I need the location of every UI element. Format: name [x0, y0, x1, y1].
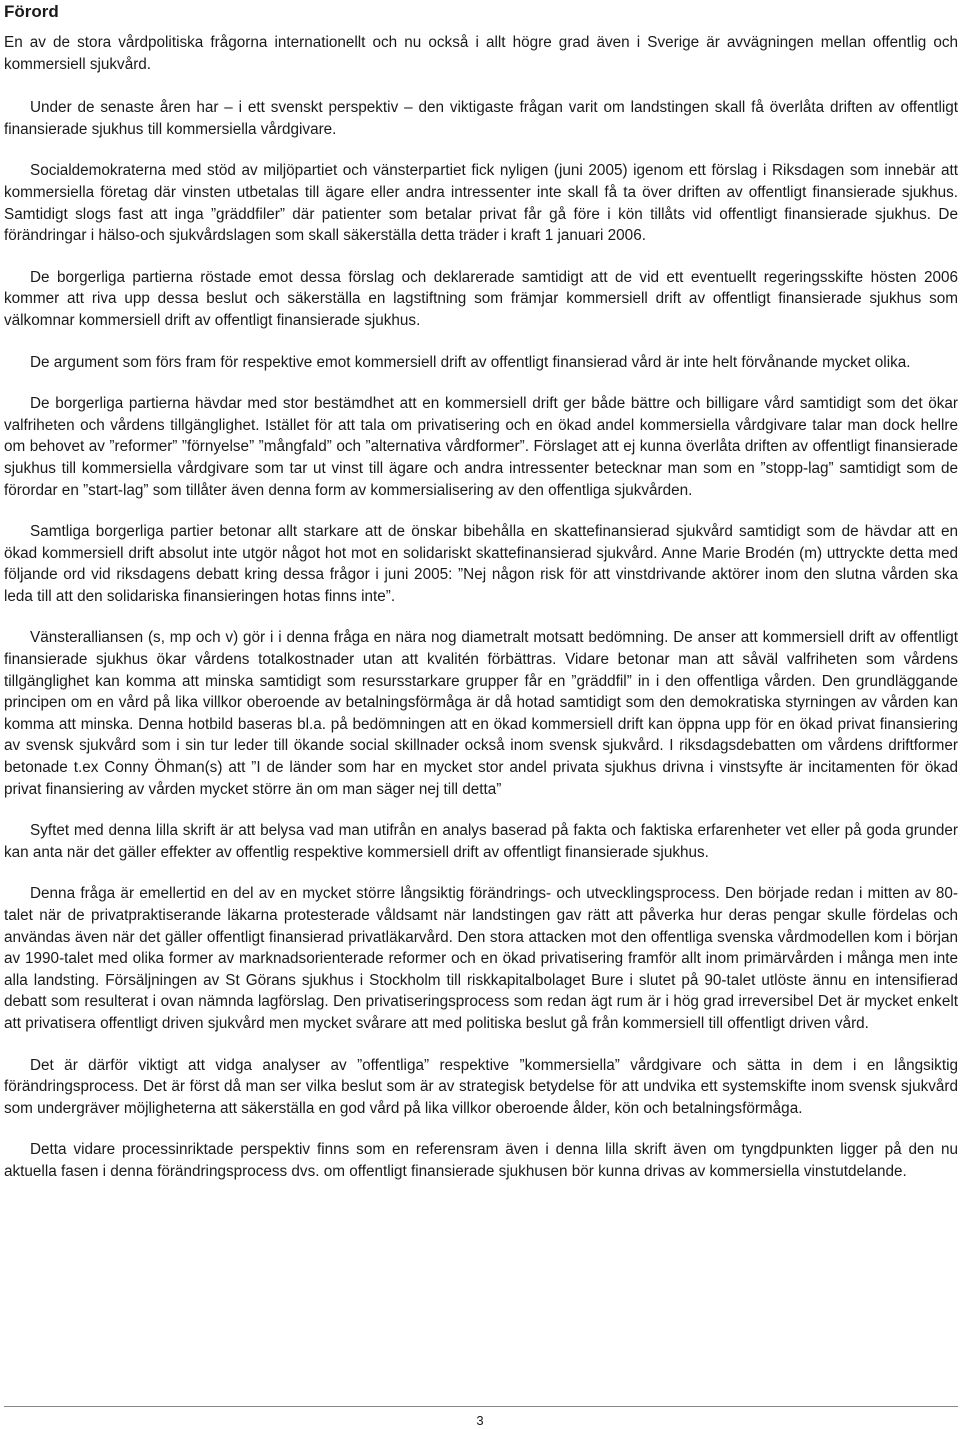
paragraph-intro: En av de stora vårdpolitiska frågorna internationellt och nu också i allt högre grad även i Sverige är avvägningen mellan offentlig och kommersiell sjukvård.: [4, 34, 958, 73]
document-page: [4, 0, 958, 1203]
paragraph-3: Socialdemokraterna med stöd av miljöpartiet och vänsterpartiet fick nyligen (juni 2005) igenom ett förslag i Riksdagen som innebär att kommersiella företag där vinsten utbetalas till ägare eller andra intressenter inte skall få ta över driften av offentligt finansierade sjukhus. Samtidigt slogs fast att inga ”gräddfiler” där patienter som betalar privat får gå före i kön tillåts vid offentligt finansierade sjukhus. De förändringar i hälso-och sjukvårdslagen som skall säkerställa detta träder i kraft 1 januari 2006.: [4, 162, 958, 245]
page-title: Förord: [4, 2, 59, 21]
paragraph-12: Detta vidare processinriktade perspektiv finns som en referensram även i denna lilla skrift även om tyngdpunkten ligger på den nu aktuella fasen i denna förändringsprocess dvs. om offentligt finansierade sjukhusen bör kunna drivas av kommersiella vinstutdelande.: [4, 1141, 958, 1180]
page-number: 3: [476, 1413, 484, 1428]
paragraph-9: Syftet med denna lilla skrift är att belysa vad man utifrån en analys baserad på fakta och faktiska erfarenheter vet eller på goda grunder kan anta när det gäller effekter av offentlig respektive kommersiell drift av offentligt finansierade sjukhus.: [4, 822, 958, 861]
paragraph-5: De argument som förs fram för respektive emot kommersiell drift av offentligt finansierad vård är inte helt förvånande mycket olika.: [30, 353, 911, 371]
paragraph-8: Vänsteralliansen (s, mp och v) gör i i denna fråga en nära nog diametralt motsatt bedömning. De anser att kommersiell drift av offentligt finansierade sjukhus ökar vårdens totalkostnader utan att kvalitén förbättras. Vidare betonar man att såväl valfriheten som vårdens tillgänglighet kan komma att minska samtidigt som resursstarkare grupper får en ”gräddfil” in i den offentliga vården. Den grundläggande principen om en vård på lika villkor oberoende av betalningsförmåga är då hotad samtidigt som den demokratiska styrningen av vården kan komma att minska. Denna hotbild baseras bl.a. på bedömningen att en ökad kommersiell drift kan öppna upp för en ökad privat finansiering av svensk sjukvård som i sin tur leder till ökande social skillnader också inom svensk sjukvård. I riksdagsdebatten om vårdens driftformer betonade t.ex Conny Öhman(s) att ”I de länder som har en mycket stor andel privata sjukhus drivna i vinstsyfte är incitamenten för ökad privat finansiering av vården mycket större än om man säger nej till detta”: [4, 629, 958, 798]
paragraph-11: Det är därför viktigt att vidga analyser av ”offentliga” respektive ”kommersiella” vårdgivare och sätta in dem i en långsiktig förändringsprocess. Det är först då man ser vilka beslut som är av strategisk betydelse för att undvika ett systemskifte inom svensk sjukvård som undergräver möjligheterna att säkerställa en god vård på lika villkor oberoende ålder, kön och betalningsförmåga.: [4, 1056, 958, 1117]
paragraph-6: De borgerliga partierna hävdar med stor bestämdhet att en kommersiell drift ger både bättre och billigare vård samtidigt som det ökar valfriheten och vårdens tillgänglighet. Istället för att tala om privatisering och en ökad andel kommersiella vårdgivare talar man dock hellre om behovet av ”reformer” ”förnyelse” ”mångfald” och ”alternativa vårdformer”. Förslaget att ej kunna överlåta driften av offentligt finansierade sjukhus till kommersiella vårdgivare som tar ut vinst till ägare och andra intressenter betecknar man som en ”stopp-lag” samtidigt som de förordar en ”start-lag” som tillåter även denna form av kommersialisering av den offentliga sjukvården.: [4, 395, 958, 499]
paragraph-4: De borgerliga partierna röstade emot dessa förslag och deklarerade samtidigt att de vid ett eventuellt regeringsskifte hösten 2006 kommer att riva upp dessa beslut och säkerställa en lagstiftning som främjar kommersiell drift av offentligt finansierade sjukhus som välkomnar kommersiell drift av offentligt finansierade sjukhus.: [4, 268, 958, 329]
paragraph-10: Denna fråga är emellertid en del av en mycket större långsiktig förändrings- och utvecklingsprocess. Den började redan i mitten av 80-talet när de privatpraktiserande läkarna protesterade våldsamt när landstingen gav rätt att påverka hur deras pengar skulle fördelas och användas även när det gäller offentligt finansierad privatläkarvård. Den stora attacken mot den offentliga svenska vårdmodellen kom i början av 1990-talet med olika former av marknadsorienterade reformer och en ökad privatisering framför allt inom primärvården i många men inte alla landsting. Försäljningen av St Görans sjukhus i Stockholm till riskkapitalbolaget Bure i slutet på 90-talet utlöste ännu en intensifierad debatt som resulterat i ovan nämnda lagförslag. Den privatiseringsprocess som redan ägt rum är i hög grad irreversibel Det är mycket enkelt att privatisera offentligt driven sjukvård men mycket svårare att med politiska beslut gå från kommersiell till offentligt driven vård.: [4, 885, 958, 1032]
paragraph-2: Under de senaste åren har – i ett svenskt perspektiv – den viktigaste frågan varit om landstingen skall få överlåta driften av offentligt finansierade sjukhus till kommersiella vårdgivare.: [4, 99, 958, 138]
paragraph-7: Samtliga borgerliga partier betonar allt starkare att de önskar bibehålla en skattefinansierad sjukvård samtidigt som de hävdar att en ökad kommersiell drift absolut inte utgör något hot mot en solidariskt skattefinansierad sjukvård. Anne Marie Brodén (m) uttryckte detta med följande ord vid riksdagens debatt kring dessa frågor i juni 2005: ”Nej någon risk för att vinstdrivande aktörer inom den slutna vården ska leda till att den solidariska finansieringen hotas finns inte”.: [4, 523, 958, 605]
footer-divider: [4, 1406, 958, 1407]
